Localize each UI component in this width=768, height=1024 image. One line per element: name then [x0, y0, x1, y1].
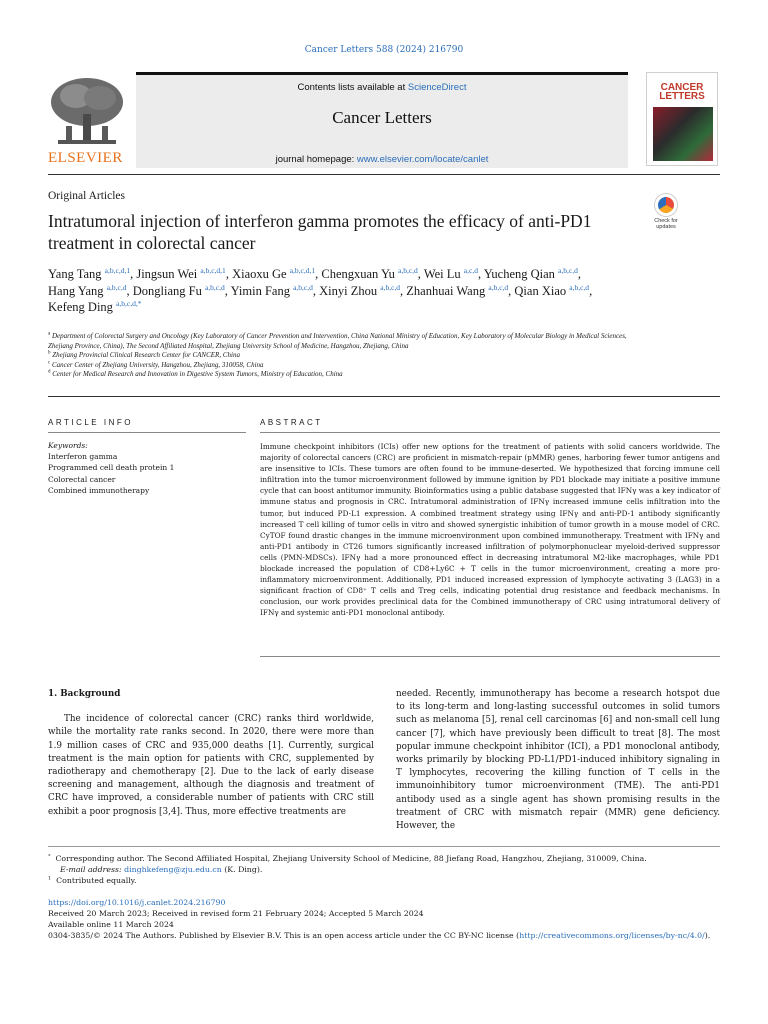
- author-name: Xinyi Zhou: [319, 283, 378, 298]
- license-link[interactable]: http://creativecommons.org/licenses/by-nc/4.0/: [519, 931, 705, 940]
- article-type: Original Articles: [48, 190, 125, 202]
- sciencedirect-link[interactable]: ScienceDirect: [407, 82, 467, 93]
- affiliation-mark: a: [48, 331, 51, 337]
- article-info-heading: ARTICLE INFO: [48, 418, 133, 427]
- section-divider: [48, 396, 720, 397]
- keyword-item: Interferon gamma: [48, 452, 118, 462]
- author-affiliation-marks[interactable]: a,b,c,d: [380, 282, 401, 292]
- author-separator: ,: [417, 267, 424, 281]
- footnote-divider: [48, 846, 720, 847]
- journal-citation[interactable]: Cancer Letters 588 (2024) 216790: [304, 45, 464, 55]
- affiliation-mark: c: [48, 360, 51, 366]
- cover-title-line2: LETTERS: [659, 91, 705, 102]
- author-name: Dongliang Fu: [132, 283, 202, 298]
- author-separator: ,: [130, 267, 137, 281]
- journal-cover-thumbnail[interactable]: [646, 72, 718, 166]
- online-date: Available online 11 March 2024: [48, 920, 174, 929]
- author-name: Yang Tang: [48, 267, 102, 281]
- author-name: Yimin Fang: [230, 283, 290, 298]
- author-separator: ,: [589, 283, 593, 298]
- author-affiliation-marks[interactable]: a,b,c,d: [569, 282, 590, 292]
- contents-line: [136, 82, 628, 93]
- author[interactable]: [48, 267, 136, 281]
- author-name: Chengxuan Yu: [321, 267, 395, 281]
- affiliation: [48, 332, 648, 351]
- author[interactable]: [231, 284, 320, 298]
- homepage-prefix: journal homepage:: [275, 154, 357, 165]
- affiliation-text: Zhejiang Provincial Clinical Research Center for CANCER, China: [52, 351, 240, 359]
- affiliation-mark: d: [48, 369, 51, 375]
- author-name: Xiaoxu Ge: [232, 267, 287, 281]
- abstract-divider: [260, 432, 720, 433]
- author-name: Hang Yang: [48, 283, 104, 298]
- author-name: Wei Lu: [423, 267, 461, 281]
- author[interactable]: [321, 267, 423, 281]
- author-affiliation-marks[interactable]: a,b,c,d,*: [116, 298, 142, 308]
- author-name: Jingsun Wei: [136, 267, 198, 281]
- check-updates-line1: Check for: [654, 218, 678, 224]
- section-title: 1. Background: [48, 689, 121, 699]
- publication-info: [48, 897, 720, 941]
- author[interactable]: [424, 267, 484, 281]
- author-separator: ,: [126, 283, 133, 298]
- check-for-updates-button[interactable]: [646, 194, 686, 232]
- author-list: [48, 266, 608, 316]
- affiliation-text: Department of Colorectal Surgery and Oncology (Key Laboratory of Cancer Prevention and Intervention, China National Ministry of Education, Key Laboratory of Molecular Biology in Medical Sciences, Zhejiang Province, China), The Second Affiliated Hospital, Zhejiang University School of Medicine, Hangzhou, Zhejiang, China: [48, 332, 627, 350]
- body-column-left: [48, 688, 374, 819]
- check-updates-line2: updates: [656, 224, 676, 230]
- abstract-heading: ABSTRACT: [260, 418, 323, 427]
- author-affiliation-marks[interactable]: a,c,d: [463, 265, 478, 275]
- abstract-text: Immune checkpoint inhibitors (ICIs) offer new options for the treatment of patients with solid cancers worldwide. The majority of colorectal cancers (CRC) are proficient in mismatch-repair (pMMR) genes, harboring fewer tumor antigens and are insensitive to ICIs. These tumors are often found to be immune-deserted. We hypothesized that forcing immune cell infiltration into the tumor microenvironment followed by immune ignition by PD1 blockade may initiate a positive immune cycle that can boost antitumor immunity. Bioinformatics using a public database suggested that IFNγ was a key indicator of immune status and prognosis in CRC. Intratumoral administration of IFNγ increased immune cells infiltration into the tumor, but induced PD-L1 expression. A combined treatment strategy using IFNγ and anti-PD-1 antibody significantly increased T cell killing of tumor cells in vitro and showed synergistic inhibition of tumor growth in a mouse model of CRC. CyTOF found drastic changes in the immune microenvironment upon combined immunotherapy. Treatment with IFNγ and anti-PD1 antibody in CT26 tumors significantly increased infiltration of polymorphonuclear myeloid-derived suppressor cells (PMN-MDSCs). IFNγ had a more pronounced effect in decreasing intratumoral M2-like macrophages, while PD1 blockade increased the population of CD8+Ly6C + T cells in the tumor microenvironment, creating a more pro-inflammatory microenvironment. Additionally, PD1 induced increased expression of lymphocyte activating 3 (LAG3) in a significant fraction of CD8⁺ T cells and Treg cells, indicating potential drug resistance and feedback mechanisms. In conclusion, our work provides preclinical data for the Combined immunotherapy of CRC using intratumoral delivery of IFNγ and systemic anti-PD1 monoclonal antibody.: [260, 442, 721, 618]
- affiliation: [48, 351, 648, 361]
- author-affiliation-marks[interactable]: a,b,c,d,1: [289, 265, 316, 275]
- equal-contribution-note: $^1$ Contributed equally.: [48, 875, 137, 885]
- publication-history: Received 20 March 2023; Received in revised form 21 February 2024; Accepted 5 March 2024: [48, 909, 424, 918]
- author-affiliation-marks[interactable]: a,b,c,d,1: [104, 265, 131, 275]
- affiliation-text: Cancer Center of Zhejiang University, Hangzhou, Zhejiang, 310058, China: [51, 360, 264, 369]
- body-paragraph: The incidence of colorectal cancer (CRC) ranks third worldwide, while the mortality rate ranks second. In 2020, there were more than 1.9 million cases of CRC and 935,000 deaths [1]. Currently, surgical treatment is the main option for patients with CRC, supplemented by radiotherapy and chemotherapy [2]. Due to the lack of early disease screening and management, although the diagnosis and treatment of CRC have improved, a considerable number of patients with CRC still exhibit a poor prognosis [3,4]. Thus, more effective treatments are: [48, 714, 374, 817]
- elsevier-wordmark[interactable]: ELSEVIER: [48, 150, 123, 166]
- corresponding-author-note: * Corresponding author. The Second Affiliated Hospital, Zhejiang University School of Medicine, 88 Jiefang Road, Hangzhou, Zhejiang, 310009, China.: [48, 853, 647, 863]
- affiliation-text: Center for Medical Research and Innovation in Digestive System Tumors, Ministry of Education, China: [52, 370, 343, 378]
- author-affiliation-marks[interactable]: a,b,c,d,1: [200, 265, 226, 275]
- keyword-item: Combined immunotherapy: [48, 485, 150, 495]
- cover-title-line1: CANCER: [660, 82, 704, 93]
- affiliation: [48, 361, 648, 371]
- journal-title: Cancer Letters: [332, 108, 432, 127]
- check-updates-icon: [655, 194, 677, 216]
- keyword-item: Colorectal cancer: [48, 474, 116, 484]
- cover-image: [653, 107, 713, 161]
- author-name: Zhanhuai Wang: [406, 283, 486, 298]
- abstract-bottom-divider: [260, 656, 720, 657]
- author[interactable]: [232, 267, 321, 281]
- author[interactable]: [48, 300, 141, 314]
- license-note: 0304-3835/© 2024 The Authors. Published by Elsevier B.V. This is an open access article under the CC BY-NC license (http://creativecommons.org/licenses/by-nc/4.0/).: [48, 931, 711, 940]
- author[interactable]: [133, 284, 231, 298]
- author[interactable]: [514, 284, 592, 298]
- author[interactable]: [406, 284, 514, 298]
- author[interactable]: [48, 284, 133, 298]
- author-separator: ,: [312, 283, 320, 298]
- author-affiliation-marks[interactable]: a,b,c,d: [204, 282, 225, 292]
- author[interactable]: [136, 267, 232, 281]
- author-affiliation-marks[interactable]: a,b,c,d: [488, 282, 509, 292]
- author-separator: ,: [577, 267, 581, 281]
- author-separator: ,: [224, 283, 231, 298]
- author-separator: ,: [400, 283, 407, 298]
- author[interactable]: [484, 267, 581, 281]
- affiliation-mark: b: [48, 350, 51, 356]
- body-column-right: [396, 688, 720, 833]
- doi-link[interactable]: https://doi.org/10.1016/j.canlet.2024.216790: [48, 898, 226, 907]
- email-link[interactable]: dinghkefeng@zju.edu.cn: [124, 865, 222, 874]
- homepage-line: [136, 154, 628, 165]
- article-info-divider: [48, 432, 246, 433]
- body-paragraph: needed. Recently, immunotherapy has become a research hotspot due to its long-term and long-lasting successful outcomes in solid tumors such as melanoma [5], renal cell carcinomas [6] and non-small cell lung cancer [7], which have previously been difficult to treat [8]. The most popular immune checkpoint inhibitor (ICI), a PD1 monoclonal antibody, works primarily by blocking PD-L1/PD1-induced inhibitory signaling in T lymphocytes, recovering the killing function of T cells in the immunoinhibitory tumor microenvironment (TME). The anti-PD1 antibody used as a single agent has shown promising results in the treatment of CRC with mismatch repair (MMR) gene deficiency. However, the: [396, 689, 720, 832]
- email-note: E-mail address: dinghkefeng@zju.edu.cn (K. Ding).: [60, 865, 263, 874]
- author-name: Yucheng Qian: [483, 267, 555, 281]
- author-name: Qian Xiao: [514, 283, 567, 298]
- author-separator: ,: [508, 283, 515, 298]
- affiliation-list: [48, 332, 648, 380]
- article-title: Intratumoral injection of interferon gamma promotes the efficacy of anti-PD1 treatment in colorectal cancer: [48, 211, 592, 253]
- author-affiliation-marks[interactable]: a,b,c,d: [558, 265, 578, 275]
- author-affiliation-marks[interactable]: a,b,c,d: [397, 265, 418, 275]
- author-separator: ,: [315, 267, 322, 281]
- journal-header: [136, 72, 628, 168]
- keywords-block: [48, 440, 246, 496]
- homepage-link[interactable]: www.elsevier.com/locate/canlet: [356, 154, 489, 165]
- author-separator: ,: [225, 267, 233, 281]
- author[interactable]: [319, 284, 406, 298]
- keyword-item: Programmed cell death protein 1: [48, 463, 175, 473]
- header-divider: [48, 174, 720, 175]
- author-affiliation-marks[interactable]: a,b,c,d: [106, 282, 127, 292]
- author-separator: ,: [477, 267, 484, 281]
- footnotes: [48, 853, 720, 886]
- author-name: Kefeng Ding: [48, 300, 113, 314]
- author-affiliation-marks[interactable]: a,b,c,d: [293, 282, 313, 292]
- keywords-label: Keywords:: [48, 441, 88, 450]
- affiliation: [48, 370, 648, 380]
- contents-prefix: Contents lists available at: [297, 82, 408, 93]
